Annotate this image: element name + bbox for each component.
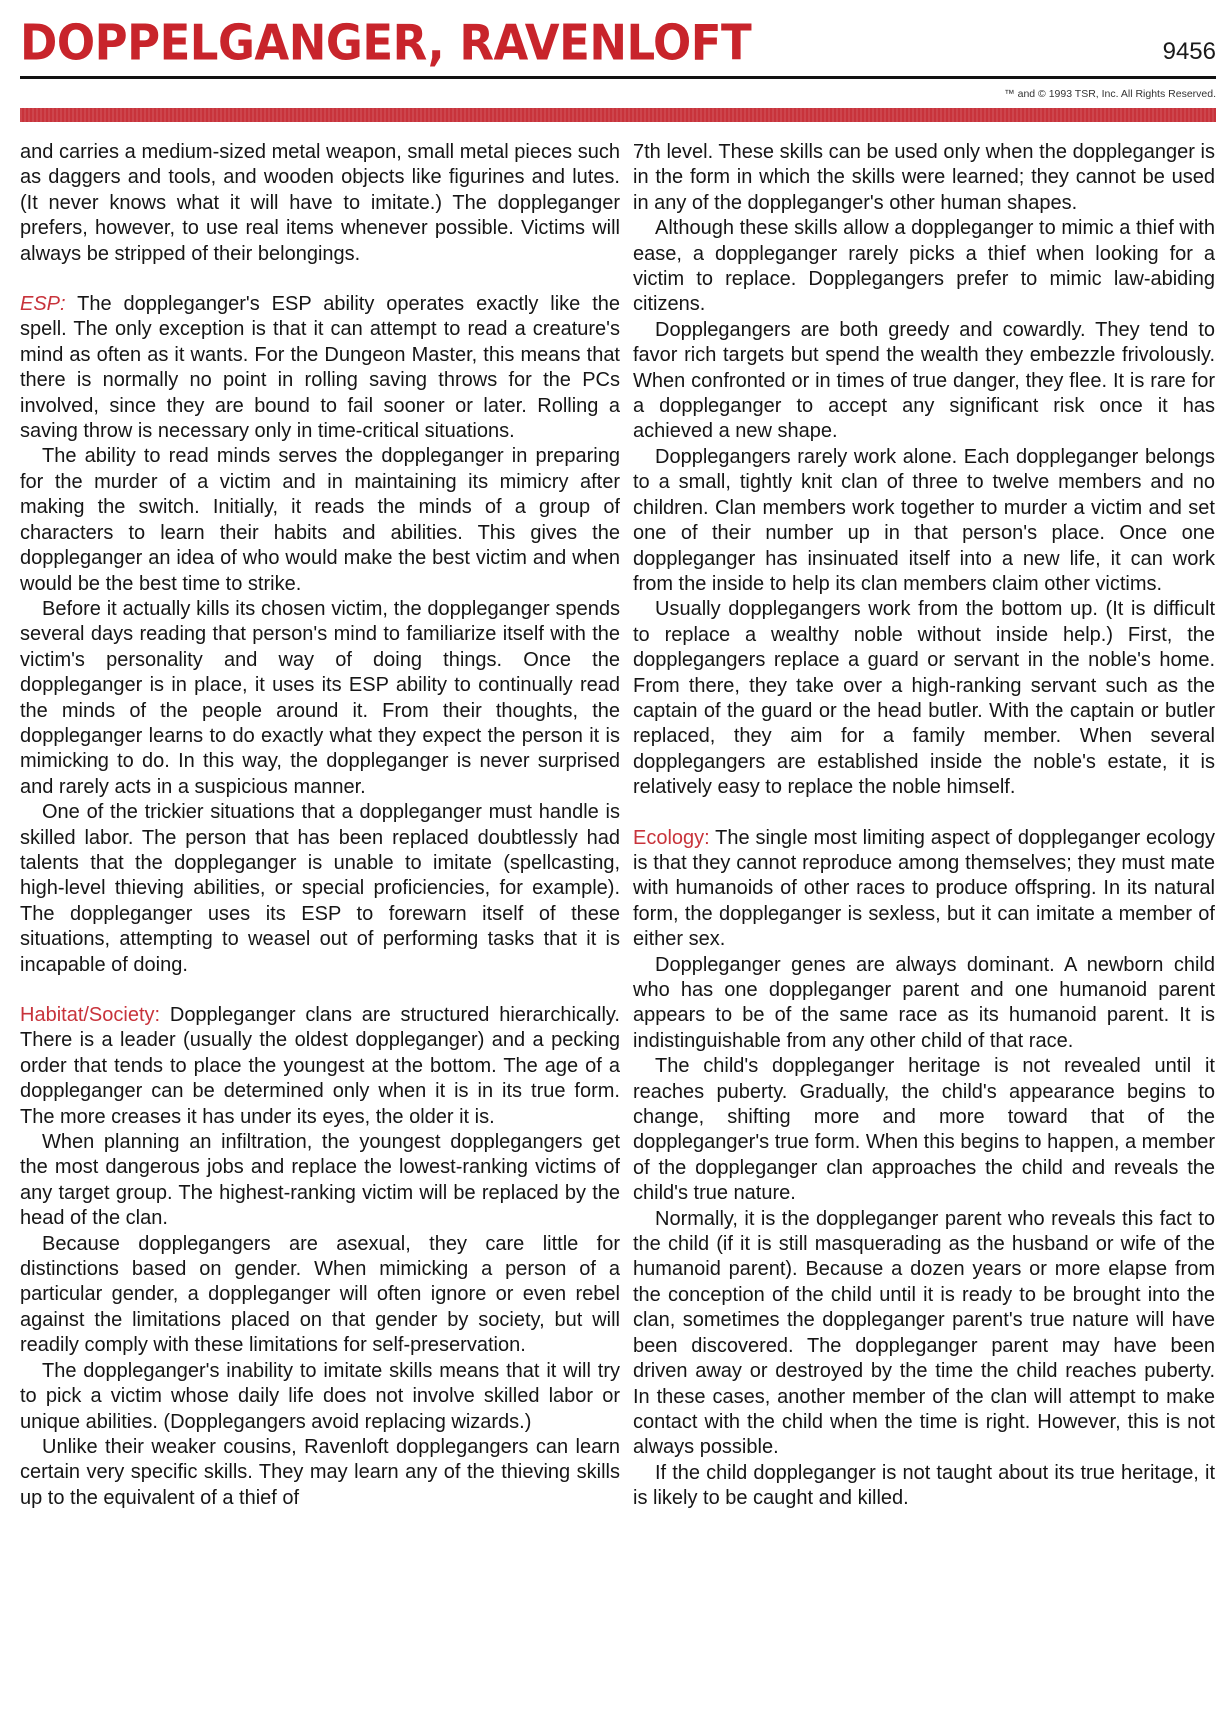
paragraph: 7th level. These skills can be used only when the doppleganger is in the form in which the skills were learned; they cannot be used in any of the doppleganger's other human shapes. bbox=[633, 141, 1215, 214]
paragraph: Normally, it is the doppleganger parent who reveals this fact to the child (if it is still masquerading as the husband or wife of the humanoid parent). Because a dozen years or more elapse from the conception of the child until it is ready to be brought into the clan, sometimes the doppleganger parent's true nature will have been discovered. The doppleganger parent may have been driven away or destroyed by the time the child reaches puberty. In these cases, another member of the clan will attempt to make contact with the child when the time is right. However, this is not always possible. bbox=[633, 1207, 1215, 1459]
paragraph: Unlike their weaker cousins, Ravenloft dopplegangers can learn certain very specific skills. They may learn any of the thieving skills up to the equivalent of a thief of bbox=[20, 1435, 620, 1509]
page-number: 9456 bbox=[1162, 38, 1216, 65]
paragraph: Because dopplegangers are asexual, they care little for distinctions based on gender. When mimicking a person of a particular gender, a doppleganger will often ignore or even rebel against the limitations placed on that gender by society, but will readily comply with these limitations for self-preservation. bbox=[20, 1232, 620, 1357]
right-column bbox=[633, 140, 1215, 1725]
header-rule bbox=[20, 76, 1216, 79]
paragraph: One of the trickier situations that a doppleganger must handle is skilled labor. The person that has been replaced doubtlessly had talents that the doppleganger is unable to imitate (spellcasting, high-level thieving abilities, or special proficiencies, for example). The doppleganger uses its ESP to forewarn itself of these situations, attempting to weasel out of performing tasks that it is incapable of doing. bbox=[20, 801, 620, 976]
paragraph: The doppleganger's ESP ability operates exactly like the spell. The only exception is that it can attempt to read a creature's mind as often as it wants. For the Dungeon Master, this means that there is normally no point in rolling saving throws for the PCs involved, since they are bound to fail sooner or later. Rolling a saving throw is necessary only in time-critical situations. bbox=[20, 293, 620, 443]
page-title: DOPPELGANGER, RAVENLOFT bbox=[20, 14, 752, 72]
paragraph: The ability to read minds serves the doppleganger in preparing for the murder of a victim and in maintaining its mimicry after making the switch. Initially, it reads the minds of a group of characters to learn their habits and abilities. This gives the doppleganger an idea of who would make the best victim and when would be the best time to strike. bbox=[20, 445, 620, 595]
paragraph: Doppleganger clans are structured hierarchically. There is a leader (usually the oldest doppleganger) and a pecking order that tends to place the youngest at the bottom. The age of a doppleganger can be determined only when it is in its true form. The more creases it has under its eyes, the older it is. bbox=[20, 1004, 620, 1128]
paragraph: Dopplegangers are both greedy and cowardly. They tend to favor rich targets but spend the wealth they embezzle frivolously. When confronted or in times of true danger, they flee. It is rare for a doppleganger to accept any significant risk once it has achieved a new shape. bbox=[633, 318, 1215, 443]
left-column bbox=[20, 140, 620, 1725]
ecology-section bbox=[633, 826, 1215, 953]
paragraph: and carries a medium-sized metal weapon, small metal pieces such as daggers and tools, and wooden objects like figurines and lutes. (It never knows what it will have to imitate.) The doppleganger prefers, however, to use real items whenever possible. Victims will always be stripped of their belongings. bbox=[20, 141, 620, 265]
habitat-heading: Habitat/Society: bbox=[20, 1004, 161, 1026]
ecology-heading: Ecology: bbox=[633, 826, 710, 849]
esp-heading: ESP: bbox=[20, 293, 66, 316]
decorative-red-band bbox=[20, 108, 1216, 122]
paragraph: The child's doppleganger heritage is not revealed until it reaches puberty. Gradually, the child's appearance begins to change, shifting more and more toward that of the doppleganger's true form. When this begins to happen, a member of the doppleganger clan approaches the child and reveals the child's true nature. bbox=[633, 1055, 1215, 1205]
paragraph: Although these skills allow a doppleganger to mimic a thief with ease, a doppleganger rarely picks a thief when looking for a victim to replace. Dopplegangers prefer to mimic law-abiding citizens. bbox=[633, 217, 1215, 316]
paragraph: The doppleganger's inability to imitate skills means that it will try to pick a victim whose daily life does not involve skilled labor or unique abilities. (Dopplegangers avoid replacing wizards.) bbox=[20, 1359, 620, 1433]
copyright-notice: ™ and © 1993 TSR, Inc. All Rights Reserved. bbox=[1004, 88, 1216, 100]
paragraph: The single most limiting aspect of doppleganger ecology is that they cannot reproduce among themselves; they must mate with humanoids of other races to produce offspring. In its natural form, the doppleganger is sexless, but it can imitate a member of either sex. bbox=[633, 826, 1215, 951]
paragraph: Before it actually kills its chosen victim, the doppleganger spends several days reading that person's mind to familiarize itself with the victim's personality and way of doing things. Once the doppleganger is in place, it uses its ESP ability to continually read the minds of the people around it. From their thoughts, the doppleganger learns to do exactly what they expect the person it is mimicking to do. In this way, the doppleganger is never surprised and rarely acts in a suspicious manner. bbox=[20, 597, 620, 798]
paragraph: When planning an infiltration, the youngest dopplegangers get the most dangerous jobs and replace the lowest-ranking victims of any target group. The highest-ranking victim will be replaced by the head of the clan. bbox=[20, 1131, 620, 1230]
paragraph: Doppleganger genes are always dominant. A newborn child who has one doppleganger parent and one humanoid parent appears to be of the same race as its humanoid parent. It is indistinguishable from any other child of that race. bbox=[633, 953, 1215, 1052]
esp-section bbox=[20, 292, 620, 444]
paragraph: Usually dopplegangers work from the bottom up. (It is difficult to replace a wealthy noble without inside help.) First, the dopplegangers replace a guard or servant in the noble's home. From there, they take over a high-ranking servant such as the captain of the guard or the head butler. With the captain or butler replaced, they aim for a family member. When several dopplegangers are established inside the noble's estate, it is relatively easy to replace the noble himself. bbox=[633, 598, 1215, 799]
habitat-section bbox=[20, 1003, 620, 1130]
paragraph: If the child doppleganger is not taught about its true heritage, it is likely to be caught and killed. bbox=[633, 1461, 1215, 1510]
paragraph: Dopplegangers rarely work alone. Each doppleganger belongs to a small, tightly knit clan of three to twelve members and no children. Clan members work together to murder a victim and set one of their number up in that person's place. Once one doppleganger has insinuated itself into a new life, it can work from the inside to help its clan members claim other victims. bbox=[633, 445, 1215, 595]
